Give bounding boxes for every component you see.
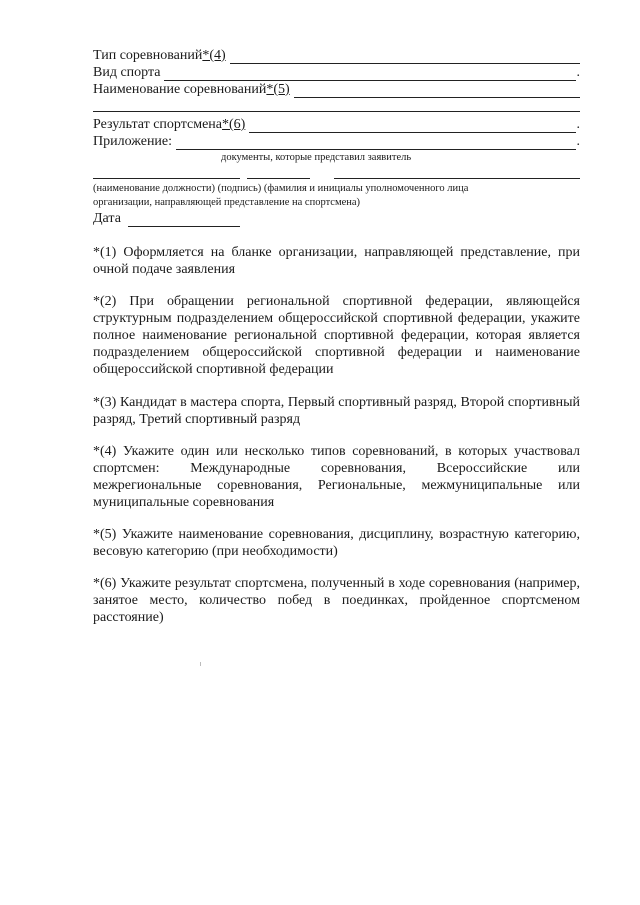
footnote-1	[93, 244, 580, 278]
competition-type-blank[interactable]	[230, 51, 580, 64]
attachment-caption: документы, которые представил заявитель	[221, 152, 412, 163]
competition-name-label: Наименование соревнований*(5)	[93, 82, 290, 97]
result-label: Результат спортсмена*(6)	[93, 117, 246, 132]
footnote-text: *(1) Оформляется на бланке организации, направляющей представление, при очной подаче заявления	[93, 245, 580, 277]
competition-name-blank-line-2[interactable]	[93, 111, 580, 112]
sport-end-mark: .	[576, 65, 580, 80]
scan-speck	[200, 662, 201, 666]
attachment-field	[93, 134, 580, 150]
competition-name-blank[interactable]	[294, 85, 580, 98]
footnote-text: *(4) Укажите один или несколько типов соревнований, в которых участвовал спортсмен: Международные соревнования, Всероссийские или межрегиональные соревнования, Региональные, межмуниципальные или муниципальные соревнования	[93, 444, 580, 510]
date-field	[93, 211, 240, 227]
footnote-5	[93, 526, 580, 560]
footnote-2	[93, 293, 580, 378]
attachment-end-mark: .	[576, 134, 580, 149]
official-name-blank[interactable]	[334, 178, 580, 179]
signature-caption-line-2: организации, направляющей представление на спортсмена)	[93, 197, 361, 208]
competition-name-field	[93, 82, 580, 98]
footnote-ref-4: *(4)	[202, 48, 226, 63]
result-field	[93, 117, 580, 133]
date-label: Дата	[93, 211, 121, 226]
result-blank[interactable]	[249, 120, 575, 133]
sport-field	[93, 65, 580, 81]
position-blank[interactable]	[93, 178, 240, 179]
attachment-blank[interactable]	[176, 137, 575, 150]
signature-blank[interactable]	[247, 178, 310, 179]
attachment-label: Приложение:	[93, 134, 173, 149]
competition-type-label: Тип соревнований*(4)	[93, 48, 226, 63]
signature-caption-line-1: (наименование должности) (подпись) (фамилия и инициалы уполномоченного лица	[93, 183, 469, 194]
sport-blank[interactable]	[164, 68, 575, 81]
competition-type-field	[93, 48, 580, 64]
sport-label: Вид спорта	[93, 65, 161, 80]
footnote-ref-5: *(5)	[266, 82, 290, 97]
footnote-text: *(6) Укажите результат спортсмена, полученный в ходе соревнования (например, занятое место, количество побед в поединках, пройденное спортсменом расстояние)	[93, 576, 580, 625]
footnote-4	[93, 443, 580, 511]
footnote-ref-6: *(6)	[222, 117, 246, 132]
result-end-mark: .	[576, 117, 580, 132]
footnote-text: *(2) При обращении региональной спортивной федерации, являющейся структурным подразделением общероссийской спортивной федерации, укажите полное наименование региональной спортивной федерации, которая является подразделением общероссийской спортивной федерации и наименование общероссийской спортивной федерации	[93, 294, 580, 377]
date-blank[interactable]	[128, 214, 240, 227]
footnote-6	[93, 575, 580, 626]
footnote-text: *(5) Укажите наименование соревнования, дисциплину, возрастную категорию, весовую категорию (при необходимости)	[93, 527, 580, 559]
footnote-text: *(3) Кандидат в мастера спорта, Первый спортивный разряд, Второй спортивный разряд, Третий спортивный разряд	[93, 395, 580, 427]
footnote-3	[93, 394, 580, 428]
